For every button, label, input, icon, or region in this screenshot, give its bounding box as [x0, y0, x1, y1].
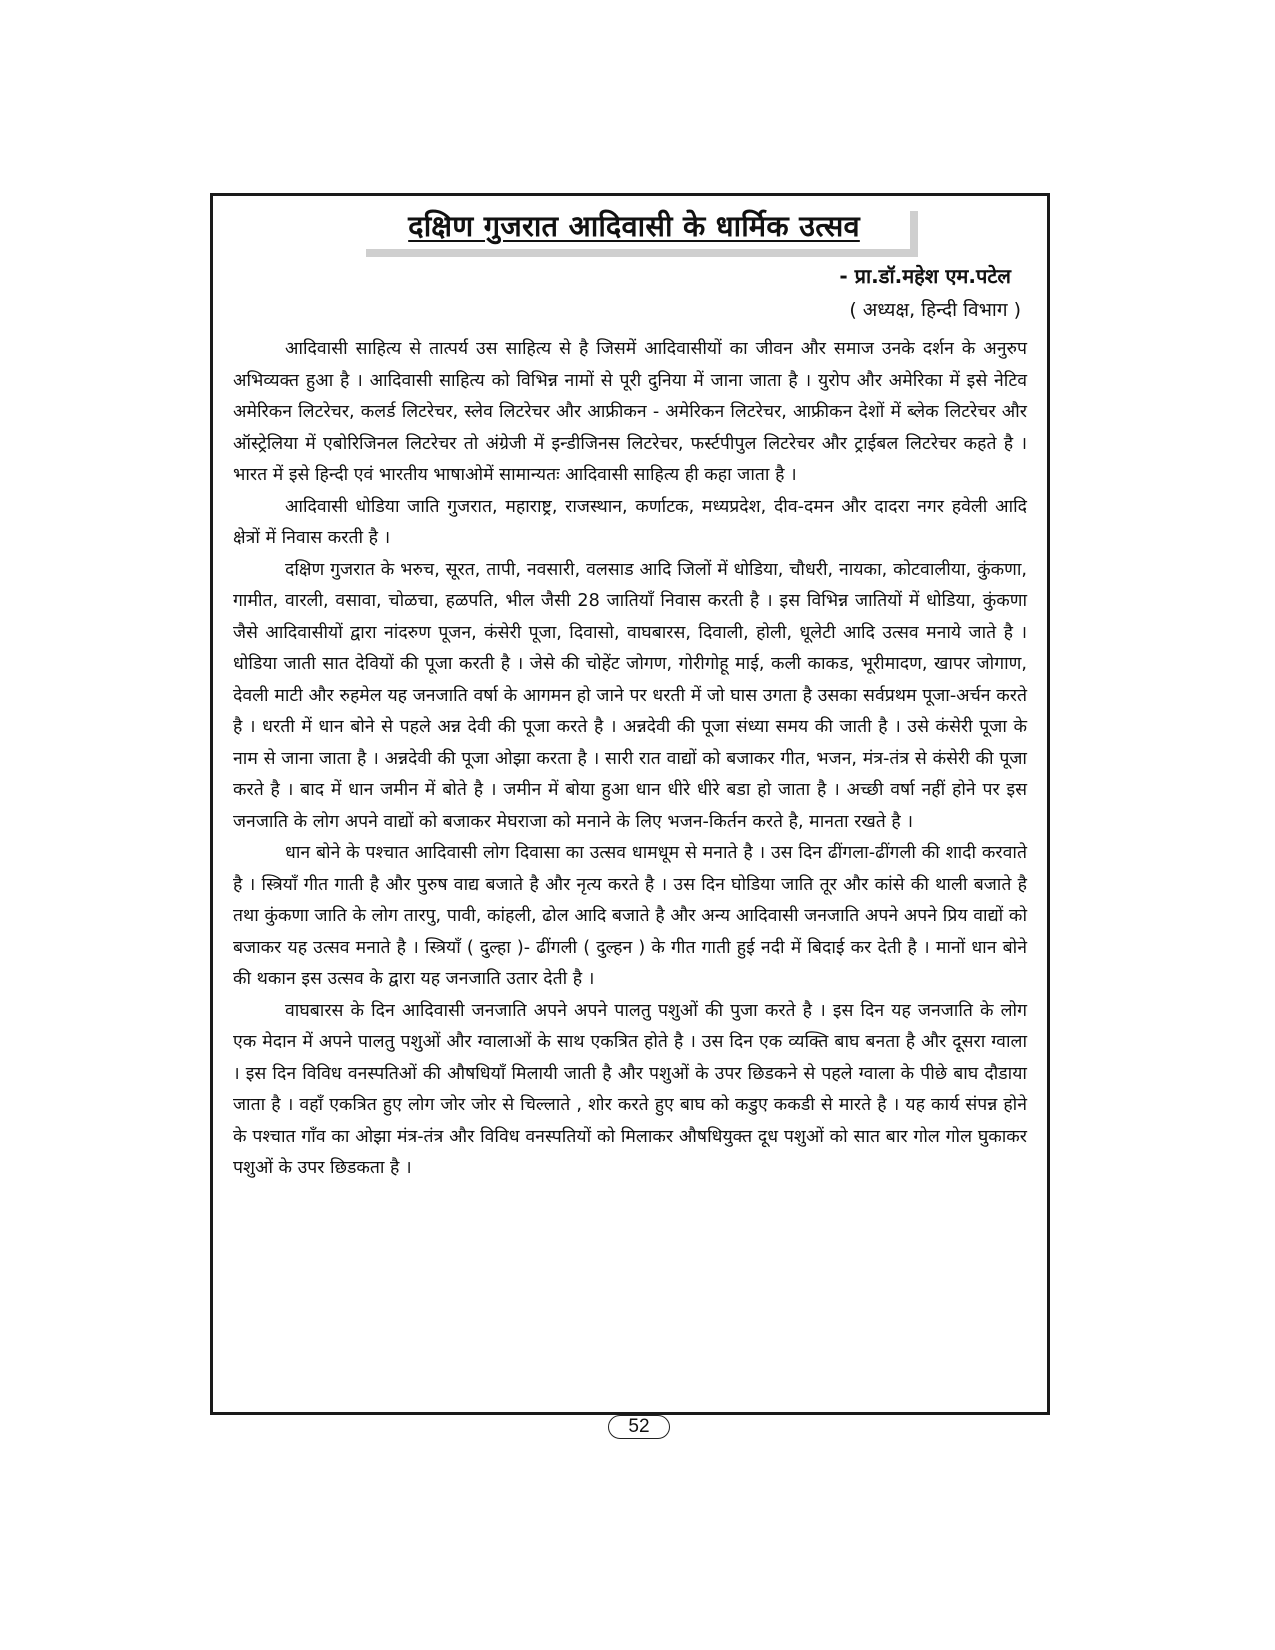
- paragraph-1: आदिवासी साहित्य से तात्पर्य उस साहित्य से है जिसमें आदिवासीयों का जीवन और समाज उनके दर्शन के अनुरुप अभिव्यक्त हुआ है । आदिवासी साहित्य को विभिन्न नामों से पूरी दुनिया में जाना जाता है । युरोप और अमेरिका में इसे नेटिव अमेरिकन लिटरेचर, कलर्ड लिटरेचर, स्लेव लिटरेचर और आफ्रीकन - अमेरिकन लिटरेचर, आफ्रीकन देशों में ब्लेक लिटरेचर और ऑस्ट्रेलिया में एबोरिजिनल लिटरेचर तो अंग्रेजी में इन्डीजिनस लिटरेचर, फर्स्टपीपुल लिटरेचर और ट्राईबल लिटरेचर कहते है । भारत में इसे हिन्दी एवं भारतीय भाषाओमें सामान्यतः आदिवासी साहित्य ही कहा जाता है ।: [233, 339, 1027, 485]
- title-banner: [358, 201, 918, 257]
- article-author: - प्रा.डॉ.महेश एम.पटेल: [839, 264, 1011, 288]
- paragraph-4: धान बोने के पश्चात आदिवासी लोग दिवासा का उत्सव धामधूम से मनाते है । उस दिन ढींगला-ढींगली की शादी करवाते है । स्त्रियाँ गीत गाती है और पुरुष वाद्य बजाते है और नृत्य करते है । उस दिन घोडिया जाति तूर और कांसे की थाली बजाते है तथा कुंकणा जाति के लोग तारपु, पावी, कांहली, ढोल आदि बजाते है और अन्य आदिवासी जनजाति अपने अपने प्रिय वाद्यों को बजाकर यह उत्सव मनाते है । स्त्रियाँ ( दुल्हा )- ढींगली ( दुल्हन ) के गीत गाती हुई नदी में बिदाई कर देती है । मानों धान बोने की थकान इस उत्सव के द्वारा यह जनजाति उतार देती है ।: [233, 843, 1027, 989]
- article-body: [233, 334, 1027, 1185]
- article-title: दक्षिण गुजरात आदिवासी के धार्मिक उत्सव: [408, 208, 860, 243]
- page-frame: [210, 193, 1050, 1415]
- paragraph-3: दक्षिण गुजरात के भरुच, सूरत, तापी, नवसारी, वलसाड आदि जिलों में धोडिया, चौधरी, नायका, कोटवालीया, कुंकणा, गामीत, वारली, वसावा, चोळचा, हळपति, भील जैसी 28 जातियाँ निवास करती है । इस विभिन्न जातियों में धोडिया, कुंकणा जैसे आदिवासीयों द्वारा नांदरुण पूजन, कंसेरी पूजा, दिवासो, वाघबारस, दिवाली, होली, धूलेटी आदि उत्सव मनाये जाते है । धोडिया जाती सात देवियों की पूजा करती है । जेसे की चोहेंट जोगण, गोरीगोहू माई, कली काकड, भूरीमादण, खापर जोगाण, देवली माटी और रुहमेल यह जनजाति वर्षा के आगमन हो जाने पर धरती में जो घास उगता है उसका सर्वप्रथम पूजा-अर्चन करते है । धरती में धान बोने से पहले अन्न देवी की पूजा करते है । अन्नदेवी की पूजा संध्या समय की जाती है । उसे कंसेरी पूजा के नाम से जाना जाता है । अन्नदेवी की पूजा ओझा करता है । सारी रात वाद्यों को बजाकर गीत, भजन, मंत्र-तंत्र से कंसेरी की पूजा करते है । बाद में धान जमीन में बोते है । जमीन में बोया हुआ धान धीरे धीरे बडा हो जाता है । अच्छी वर्षा नहीं होने पर इस जनजाति के लोग अपने वाद्यों को बजाकर मेघराजा को मनाने के लिए भजन-किर्तन करते है, मानता रखते है ।: [233, 559, 1027, 832]
- paragraph-5: वाघबारस के दिन आदिवासी जनजाति अपने अपने पालतु पशुओं की पुजा करते है । इस दिन यह जनजाति के लोग एक मेदान में अपने पालतु पशुओं और ग्वालाओं के साथ एकत्रित होते है । उस दिन एक व्यक्ति बाघ बनता है और दूसरा ग्वाला । इस दिन विविध वनस्पतिओं की औषधियाँ मिलायी जाती है और पशुओं के उपर छिडकने से पहले ग्वाला के पीछे बाघ दौडाया जाता है । वहाँ एकत्रित हुए लोग जोर जोर से चिल्लाते , शोर करते हुए बाघ को कडुए ककडी से मारते है । यह कार्य संपन्न होने के पश्चात गाँव का ओझा मंत्र-तंत्र और विविध वनस्पतियों को मिलाकर औषधियुक्त दूध पशुओं को सात बार गोल गोल घुकाकर पशुओं के उपर छिडकता है ।: [233, 1000, 1027, 1178]
- title-box: [358, 201, 910, 249]
- author-department: ( अध्यक्ष, हिन्दी विभाग ): [849, 299, 1021, 321]
- paragraph-2: आदिवासी धोडिया जाति गुजरात, महाराष्ट्र, राजस्थान, कर्णाटक, मध्यप्रदेश, दीव-दमन और दादरा नगर हवेली आदि क्षेत्रों में निवास करती है ।: [233, 496, 1027, 548]
- page-number: 52: [608, 1415, 670, 1439]
